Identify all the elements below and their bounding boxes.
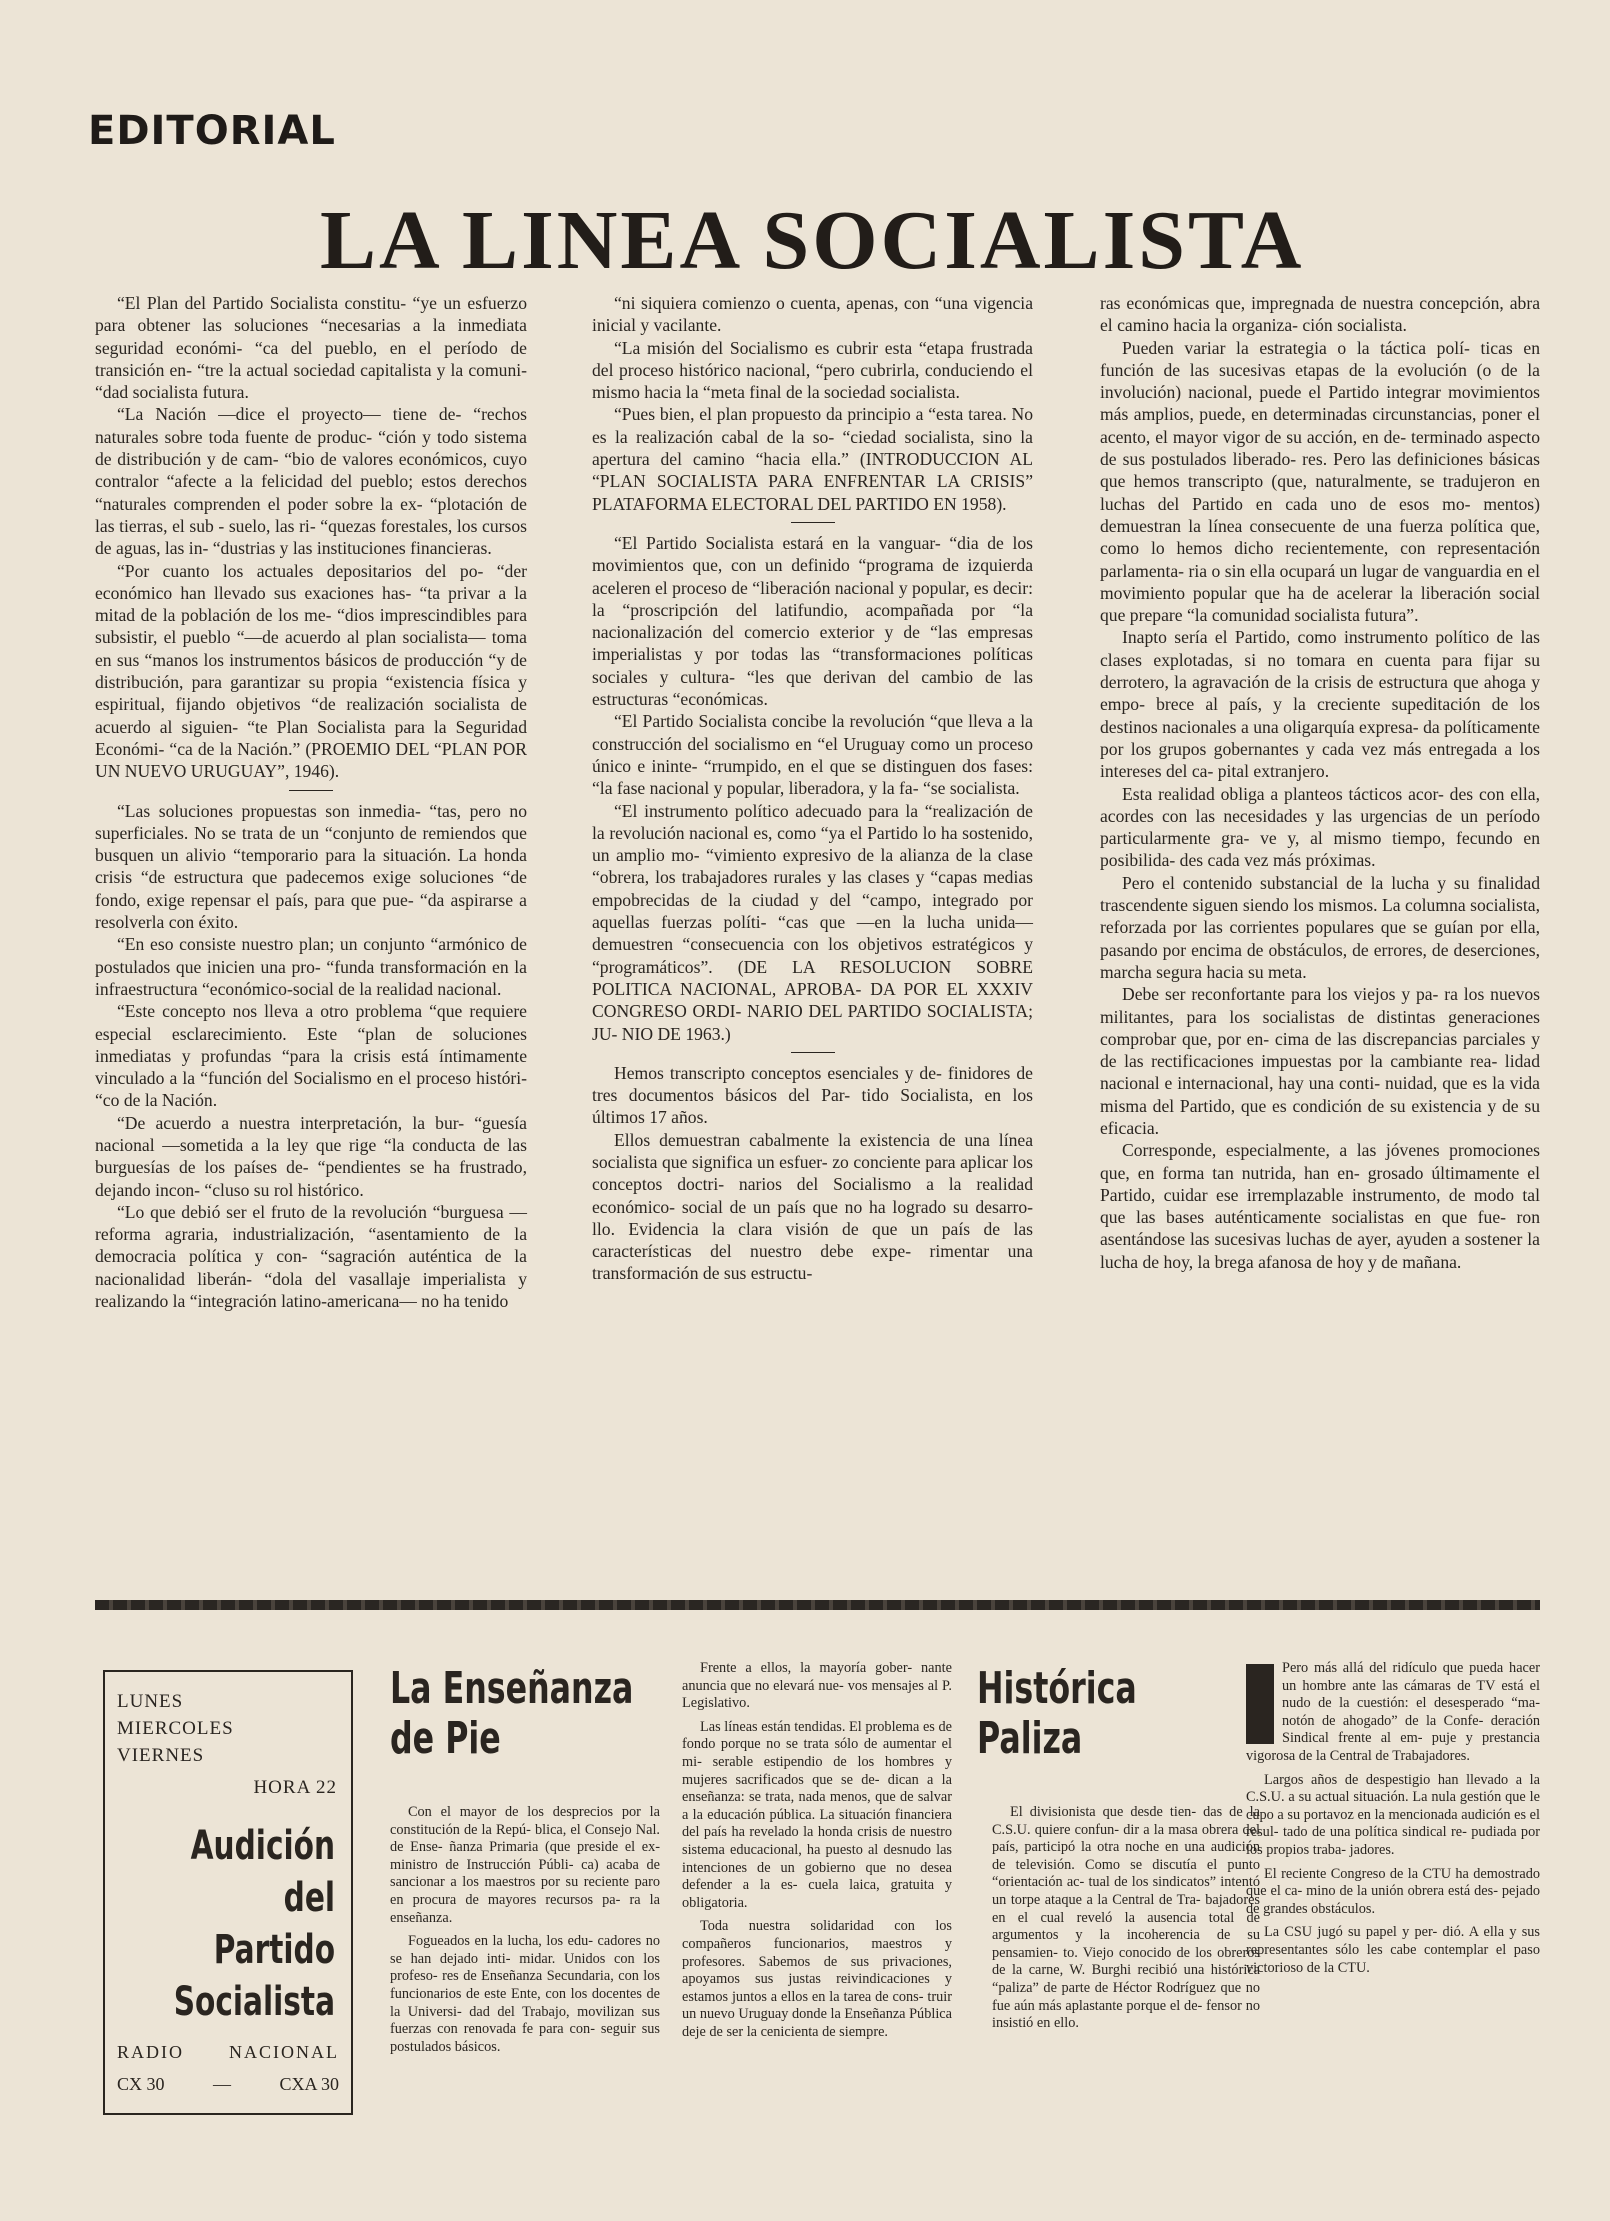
divider-rule xyxy=(95,1600,1540,1610)
paragraph: Frente a ellos, la mayoría gober- nante anuncia que no elevará nue- vos mensajes al P. Legislativo. xyxy=(682,1660,952,1712)
paragraph: Fogueados en la lucha, los edu- cadores no se han dejado inti- midar. Unidos con los profeso- res de Enseñanza Secundaria, con los funcionarios de este Ente, con los docentes de la Universi- dad del Trabajo, movilizan sus fuerzas con renovada fe para con- seguir sus postulados básicos. xyxy=(390,1933,660,2055)
editorial-column-2 xyxy=(592,292,1033,1285)
station-left: RADIO xyxy=(117,2042,184,2062)
broadcast-days xyxy=(117,1688,234,1769)
paragraph: “La Nación —dice el proyecto— tiene de- “rechos naturales sobre toda fuente de produc- “ción y todo sistema de distribución y de cam- “bio de valores económicos, cuyo contralor “afecte a la felicidad del pueblo; estos derechos “naturales comprenden el poder sobre la ex- “plotación de las tierras, el sub - suelo, las ri- “quezas forestales, los cursos de aguas, las in- “dustrias y las instituciones financieras. xyxy=(95,404,527,559)
program-line: Partido xyxy=(213,1927,335,1973)
paragraph: “Pues bien, el plan propuesto da principio a “esta tarea. No es la realización cabal de la so- “ciedad socialista, sino la apertura del camino “hacia ella.” (INTRODUCCION AL “PLAN SOCIALISTA PARA ENFRENTAR LA CRISIS” PLATAFORMA ELECTORAL DEL PARTIDO EN 1958). xyxy=(592,404,1033,514)
paragraph: “De acuerdo a nuestra interpretación, la bur- “guesía nacional —sometida a la ley que rige “la conducta de las burguesías de los países de- “pendientes se ha frustrado, dejando incon- “cluso su rol histórico. xyxy=(95,1112,527,1200)
radio-schedule-box xyxy=(103,1670,353,2115)
paragraph: Ellos demuestran cabalmente la existencia de una línea socialista que significa un esfuer- zo conciente para aplicar los conceptos doctri- narios del Socialismo a la realidad económico- social de un país que no ha logrado su desarro- llo. Evidencia la clara visión de que un país de las características del nuestro debe expe- rimentar una transformación de sus estructu- xyxy=(592,1129,1033,1284)
paragraph: “En eso consiste nuestro plan; un conjunto “armónico de postulados que inicien una pro- “funda transformación en la infraestructura “económico-social de la realidad nacional. xyxy=(95,934,527,999)
paragraph: Pero más allá del ridículo que pueda hacer un hombre ante las cámaras de TV está el nudo de la cuestión: el desesperado “ma- notón de ahogado” de la Confe- deración Sindical frente al em- puje y prestancia vigorosa de la Central de Trabajadores. xyxy=(1246,1660,1540,1764)
paliza-title xyxy=(977,1664,1137,1764)
separator xyxy=(791,1052,835,1053)
ensenanza-column-1 xyxy=(390,1804,660,2062)
paragraph: “El instrumento político adecuado para la “realización de la revolución nacional es, como “ya el Partido lo ha sostenido, un amplio mo- “vimiento expresivo de la alianza de la clase “obrera, los trabajadores rurales y las clases y “capas medias empobrecidas de la ciudad y del “campo, integrado por aquellas fuerzas políti- “cas que —en la lucha unida— demuestren “consecuencia con los objetivos estratégicos y “programáticos”. (DE LA RESOLUCION SOBRE POLITICA NACIONAL, APROBA- DA POR EL XXXIV CONGRESO ORDI- NARIO DEL PARTIDO SOCIALISTA; JU- NIO DE 1963.) xyxy=(592,800,1033,1044)
title-line: La Enseñanza xyxy=(390,1663,634,1714)
paragraph: ras económicas que, impregnada de nuestra concepción, abra el camino hacia la organiza- ción socialista. xyxy=(1100,293,1540,336)
ensenanza-column-2 xyxy=(682,1660,952,2047)
paragraph: Hemos transcripto conceptos esenciales y de- finidores de tres documentos básicos del Par- tido Socialista, en los últimos 17 años. xyxy=(592,1062,1033,1128)
paragraph: Pero el contenido substancial de la lucha y su finalidad trascendente siguen siendo los mismos. La columna socialista, reforzada por las corrientes populares que se guían por ella, pasando por encima de obstáculos, de errores, de deserciones, marcha segura hacia su meta. xyxy=(1100,872,1540,982)
paragraph: “Las soluciones propuestas son inmedia- “tas, pero no superficiales. No se trata de un “conjunto de remiendos que busquen un alivio “temporario para la situación. La honda crisis “de estructura que padecemos exige soluciones “de fondo, exige repensar el país, para que pue- “da aspirarse a resolverla con éxito. xyxy=(95,800,527,933)
program-line: Socialista xyxy=(173,1979,335,2025)
paragraph: Pueden variar la estrategia o la táctica polí- ticas en función de las sucesivas etapas de la evolución (o de la involución) nacional, puede el Partido integrar movimientos más amplios, puede, en determinadas circunstancias, poner el acento, el mayor vigor de su acción, en de- terminado aspecto de sus postulados liberado- res. Pero las definiciones básicas que hemos transcripto (que, naturalmente, se tradujeron en luchas del Partido en cada uno de esos mo- mentos) demuestran la línea consecuente de una fuerza política que, como lo hemos dicho recientemente, con representación parlamenta- ria o sin ella ocupará un lugar de vanguardia en el movimiento popular que ha de acelerar la liberación social que prepare “la comunidad socialista futura”. xyxy=(1100,337,1540,626)
paliza-column-1 xyxy=(992,1804,1260,2039)
day-label: LUNES xyxy=(117,1691,184,1712)
frequency-dash: — xyxy=(213,2074,231,2094)
station-name xyxy=(117,2042,339,2063)
separator xyxy=(791,522,835,523)
broadcast-hour: HORA 22 xyxy=(253,1777,337,1798)
paragraph: “El Partido Socialista concibe la revolución “que lleva a la construcción del socialismo en “el Uruguay como un proceso único e ininte- “rrumpido, en el que se distinguen dos fases: “la fase nacional y popular, liberadora, y la fa- “se socialista. xyxy=(592,711,1033,799)
paragraph: “ni siquiera comienzo o cuenta, apenas, con “una vigencia inicial y vacilante. xyxy=(592,293,1033,336)
editorial-column-3 xyxy=(1100,292,1540,1273)
paragraph: El divisionista que desde tien- das de la C.S.U. quiere confun- dir a la masa obrera del país, participó la otra noche en una audición de televisión. Como se discutía el punto “orientación ac- tual de los sindicatos” intentó un torpe ataque a la Central de Tra- bajadores en el cual reveló la ausencia total de argumentos y la incoherencia de su pensamien- to. Viejo conocido de los obreros de la carne, W. Burghi recibió una histórica “paliza” de parte de Héctor Rodríguez que no fue aún más aplastante porque el de- fensor no insistió en ello. xyxy=(992,1804,1260,2032)
title-line: de Pie xyxy=(390,1713,501,1764)
paragraph: Las líneas están tendidas. El problema es de fondo porque no se trata sólo de aumentar el mi- serable estipendio de los hombres y mujeres sacrificados que se de- dican a la enseñanza: se trata, nada menos, que de salvar a la educación pública. La situación financiera del país ha revelado la honda crisis de nuestro sistema educacional, ha puesto al desnudo las intenciones de un gobierno que no desea defender a la es- cuela laica, gratuita y obligatoria. xyxy=(682,1718,952,1911)
paragraph: Debe ser reconfortante para los viejos y pa- ra los nuevos militantes, para los socialistas de distintas generaciones comprobar que, por en- cima de las discrepancias parciales y de las rectificaciones impuestas por la cambiante rea- lidad nacional e internacional, hay una conti- nuidad, que es la vida misma del Partido, que es condición de su existencia y de su eficacia. xyxy=(1100,984,1540,1138)
day-label: VIERNES xyxy=(117,1745,205,1766)
frequency-right: CXA 30 xyxy=(279,2074,339,2094)
paragraph: “La misión del Socialismo es cubrir esta “etapa frustrada del proceso histórico nacional, “pero cubrirla, conduciendo el mismo hacia la “meta final de la sociedad socialista. xyxy=(592,337,1033,403)
paragraph: Inapto sería el Partido, como instrumento político de las clases explotadas, si no tomara en cuenta para fijar su derrotero, la agravación de la crisis de estructura que ahoga y empo- brece al país, y la creciente supeditación de los destinos nacionales a una oligarquía expresa- da políticamente por los grupos gobernantes y cada vez más entregada a los intereses del ca- pital extranjero. xyxy=(1100,627,1540,782)
section-label: EDITORIAL xyxy=(88,108,336,154)
editorial-column-1 xyxy=(95,292,527,1312)
paragraph: “Por cuanto los actuales depositarios del po- “der económico han llevado sus exaciones has- “ta privar a la mitad de la población de los me- “dios imprescindibles para subsistir, el pueblo “—de acuerdo al plan socialista— toma en sus “manos los instrumentos básicos de producción “y de distribución, para garantizar su propia “existencia física y espiritual, fijando objetivos “de realización socialista de acuerdo al siguien- “te Plan Socialista para la Seguridad Económi- “ca de la Nación.” (PROEMIO DEL “PLAN POR UN NUEVO URUGUAY”, 1946). xyxy=(95,560,527,782)
paragraph: Corresponde, especialmente, a las jóvenes promociones que, en forma tan nutrida, han en- grosado últimamente el Partido, cuidar ese irremplazable instrumento, de modo tal que las bases auténticamente socialistas en que fue- ron asentándose las sucesivas luchas de ayer, ayuden a sostener la lucha de hoy, la brega afanosa de hoy y de mañana. xyxy=(1100,1140,1540,1272)
program-name xyxy=(174,1820,335,2028)
paragraph: Con el mayor de los desprecios por la constitución de la Repú- blica, el Consejo Nal. de Ense- ñanza Primaria (que preside el ex-ministro de Instrucción Públi- ca) acaba de sancionar a los maestros por su reciente paro en procura de mayores recursos pa- ra la enseñanza. xyxy=(390,1804,660,1926)
title-line: Histórica xyxy=(977,1663,1137,1714)
drop-initial xyxy=(1246,1664,1274,1744)
station-frequencies xyxy=(117,2074,339,2095)
frequency-left: CX 30 xyxy=(117,2074,165,2094)
separator xyxy=(289,790,333,791)
program-line: del xyxy=(283,1875,335,1921)
ensenanza-title xyxy=(390,1664,633,1764)
main-title: LA LINEA SOCIALISTA xyxy=(320,194,1305,287)
paragraph: “Lo que debió ser el fruto de la revolución “burguesa —reforma agraria, industrialización, “asentamiento de la democracia política y con- “sagración auténtica de la nacionalidad liberán- “dola del vasallaje imperialista y realizando la “integración latino-americana— no ha tenido xyxy=(95,1201,527,1312)
paragraph: “Este concepto nos lleva a otro problema “que requiere especial esclarecimiento. Este “plan de soluciones inmediatas y profundas “para la crisis está íntimamente vinculado a la “función del Socialismo en el proceso históri- “co de la Nación. xyxy=(95,1001,527,1111)
paragraph: “El Partido Socialista estará en la vanguar- “dia de los movimientos que, con un definido “programa de izquierda aceleren el proceso de “liberación nacional y popular, es decir: la “proscripción del latifundio, acompañada por “la nacionalización del comercio exterior y de “las empresas imperialistas y por todas las “transformaciones políticas sociales y cultura- “les que derivan del cambio de las estructuras “económicas. xyxy=(592,532,1033,710)
paragraph: Toda nuestra solidaridad con los compañeros funcionarios, maestros y profesores. Sabemos de sus privaciones, apoyamos sus justas reivindicaciones y estamos juntos a ellos en la tarea de cons- truir un nuevo Uruguay donde la Enseñanza Pública deje de ser la cenicienta de siempre. xyxy=(682,1918,952,2040)
paragraph: El reciente Congreso de la CTU ha demostrado que el ca- mino de la unión obrera está des- pejado de grandes obstáculos. xyxy=(1246,1865,1540,1917)
title-line: Paliza xyxy=(977,1713,1083,1764)
paragraph: Largos años de despestigio han llevado a la C.S.U. a su actual situación. La nula gestión que le cupo a su portavoz en la mencionada audición es el resul- tado de una política sindical re- pudiada por los propios traba- jadores. xyxy=(1246,1771,1540,1858)
program-line: Audición xyxy=(190,1823,335,1869)
station-right: NACIONAL xyxy=(229,2042,339,2062)
paragraph: La CSU jugó su papel y per- dió. A ella y sus representantes sólo les cabe contemplar el paso victorioso de la CTU. xyxy=(1246,1924,1540,1976)
paragraph: Esta realidad obliga a planteos tácticos acor- des con ella, acordes con las necesidades y las urgencias de un período particularmente gra- ve y, al mismo tiempo, fecundo en posibilida- des cada vez más próximas. xyxy=(1100,783,1540,871)
paragraph: “El Plan del Partido Socialista constitu- “ye un esfuerzo para obtener las soluciones “necesarias a la inmediata seguridad económi- “ca del pueblo, en el período de transición en- “tre la actual sociedad capitalista y la comuni- “dad socialista futura. xyxy=(95,293,527,403)
paliza-column-2 xyxy=(1246,1660,1540,1983)
day-label: MIERCOLES xyxy=(117,1718,234,1739)
